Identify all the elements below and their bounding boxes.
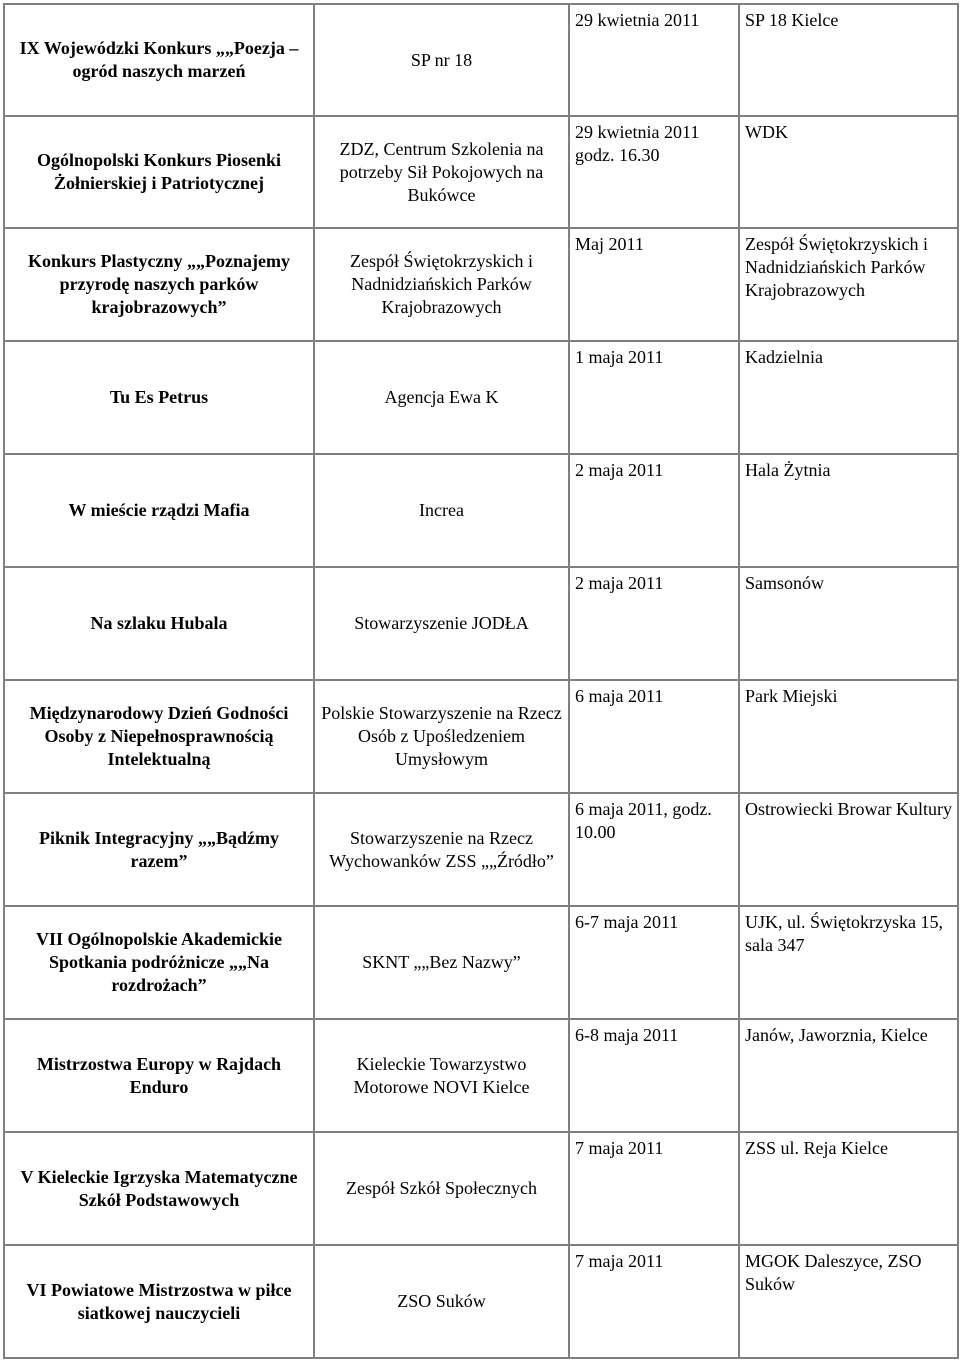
event-name: Piknik Integracyjny „„Bądźmy razem” [4,793,314,906]
table-row [4,906,958,1019]
event-organizer: Stowarzyszenie JODŁA [314,567,569,680]
event-date: 6 maja 2011 [569,680,739,793]
event-date: 29 kwietnia 2011 [569,4,739,116]
event-place: Park Miejski [739,680,958,793]
event-place: ZSS ul. Reja Kielce [739,1132,958,1245]
table-row [4,454,958,567]
events-table [3,3,959,1359]
event-date: Maj 2011 [569,228,739,341]
event-place: Hala Żytnia [739,454,958,567]
event-name: Na szlaku Hubala [4,567,314,680]
table-row [4,1132,958,1245]
event-date: 7 maja 2011 [569,1132,739,1245]
table-row [4,1245,958,1358]
event-organizer: Agencja Ewa K [314,341,569,454]
event-date: 7 maja 2011 [569,1245,739,1358]
event-name: IX Wojewódzki Konkurs „„Poezja – ogród naszych marzeń [4,4,314,116]
table-row [4,793,958,906]
event-name: VI Powiatowe Mistrzostwa w piłce siatkowej nauczycieli [4,1245,314,1358]
event-place: SP 18 Kielce [739,4,958,116]
event-date: 2 maja 2011 [569,567,739,680]
event-date: 6-8 maja 2011 [569,1019,739,1132]
event-organizer: SP nr 18 [314,4,569,116]
event-name: Ogólnopolski Konkurs Piosenki Żołnierskiej i Patriotycznej [4,116,314,228]
event-place: UJK, ul. Świętokrzyska 15, sala 347 [739,906,958,1019]
event-organizer: Increa [314,454,569,567]
event-organizer: Stowarzyszenie na Rzecz Wychowanków ZSS „„Źródło” [314,793,569,906]
event-date: 6-7 maja 2011 [569,906,739,1019]
event-name: Mistrzostwa Europy w Rajdach Enduro [4,1019,314,1132]
table-row [4,228,958,341]
event-name: Konkurs Plastyczny „„Poznajemy przyrodę naszych parków krajobrazowych” [4,228,314,341]
event-organizer: Polskie Stowarzyszenie na Rzecz Osób z Upośledzeniem Umysłowym [314,680,569,793]
event-date: 1 maja 2011 [569,341,739,454]
event-name: Tu Es Petrus [4,341,314,454]
event-place: Kadzielnia [739,341,958,454]
table-row [4,567,958,680]
table-row [4,341,958,454]
table-row [4,1019,958,1132]
event-place: WDK [739,116,958,228]
event-organizer: Kieleckie Towarzystwo Motorowe NOVI Kielce [314,1019,569,1132]
event-organizer: Zespół Świętokrzyskich i Nadnidziańskich Parków Krajobrazowych [314,228,569,341]
event-date: 6 maja 2011, godz. 10.00 [569,793,739,906]
event-organizer: ZSO Suków [314,1245,569,1358]
event-organizer: Zespół Szkół Społecznych [314,1132,569,1245]
event-place: Zespół Świętokrzyskich i Nadnidziańskich Parków Krajobrazowych [739,228,958,341]
table-row [4,4,958,116]
event-organizer: SKNT „„Bez Nazwy” [314,906,569,1019]
event-date: 29 kwietnia 2011 godz. 16.30 [569,116,739,228]
event-organizer: ZDZ, Centrum Szkolenia na potrzeby Sił Pokojowych na Bukówce [314,116,569,228]
event-place: Janów, Jaworznia, Kielce [739,1019,958,1132]
event-name: Międzynarodowy Dzień Godności Osoby z Niepełnosprawnością Intelektualną [4,680,314,793]
event-place: Samsonów [739,567,958,680]
event-place: MGOK Daleszyce, ZSO Suków [739,1245,958,1358]
table-row [4,680,958,793]
event-name: V Kieleckie Igrzyska Matematyczne Szkół Podstawowych [4,1132,314,1245]
event-place: Ostrowiecki Browar Kultury [739,793,958,906]
table-row [4,116,958,228]
event-date: 2 maja 2011 [569,454,739,567]
event-name: VII Ogólnopolskie Akademickie Spotkania podróżnicze „„Na rozdrożach” [4,906,314,1019]
event-name: W mieście rządzi Mafia [4,454,314,567]
